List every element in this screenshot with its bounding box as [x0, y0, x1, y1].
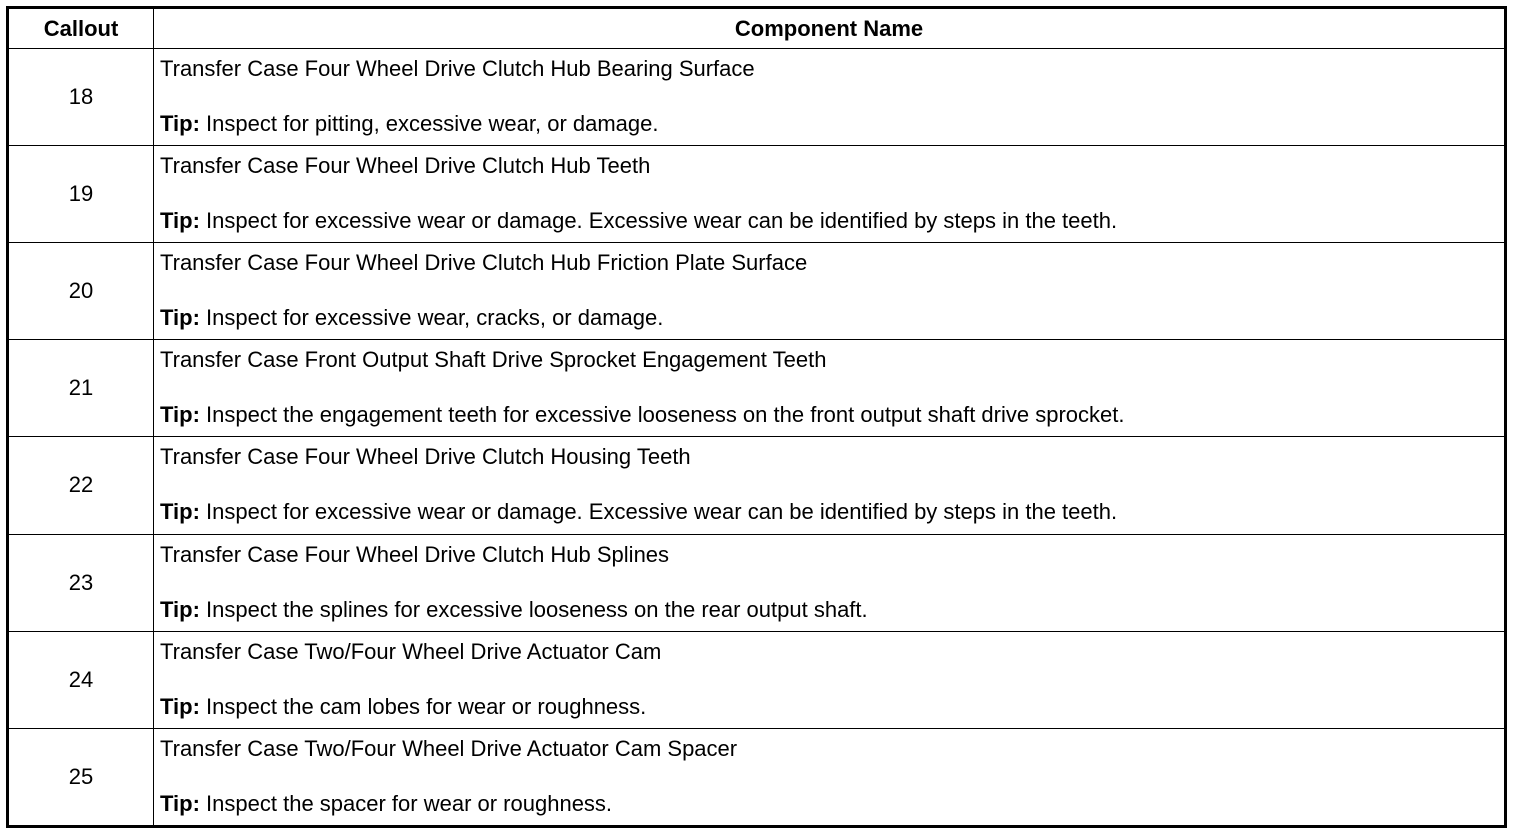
tip-text: Inspect for excessive wear, cracks, or damage.	[206, 305, 664, 331]
header-callout: Callout	[8, 8, 154, 49]
component-name: Transfer Case Four Wheel Drive Clutch Hub Friction Plate Surface	[160, 250, 808, 276]
table-row	[8, 728, 1506, 826]
tip-line	[160, 402, 1498, 428]
tip-text: Inspect for excessive wear or damage. Excessive wear can be identified by steps in the teeth.	[206, 499, 1118, 525]
tip-text: Inspect the engagement teeth for excessive looseness on the front output shaft drive sprocket.	[206, 402, 1125, 428]
component-name: Transfer Case Two/Four Wheel Drive Actuator Cam Spacer	[160, 735, 738, 761]
callout-number: 23	[8, 534, 154, 631]
component-cell	[154, 728, 1506, 826]
tip-label: Tip:	[160, 111, 200, 136]
tip-label: Tip:	[160, 402, 200, 428]
table-row	[8, 437, 1506, 534]
tip-line	[160, 111, 1498, 137]
component-name: Transfer Case Four Wheel Drive Clutch Hub Bearing Surface	[160, 56, 755, 81]
tip-line	[160, 305, 1498, 331]
callout-number: 21	[8, 340, 154, 437]
component-cell	[154, 146, 1506, 243]
component-cell	[154, 243, 1506, 340]
component-cell	[154, 534, 1506, 631]
callout-number: 20	[8, 243, 154, 340]
header-component-name: Component Name	[154, 8, 1506, 49]
tip-label: Tip:	[160, 208, 200, 234]
tip-label: Tip:	[160, 693, 200, 719]
tip-line	[160, 597, 1498, 623]
tip-label: Tip:	[160, 596, 200, 622]
table-row	[8, 49, 1506, 146]
component-cell	[154, 631, 1506, 728]
table-row	[8, 534, 1506, 631]
tip-text: Inspect the splines for excessive looseness on the rear output shaft.	[206, 596, 868, 622]
component-name: Transfer Case Front Output Shaft Drive Sprocket Engagement Teeth	[160, 347, 827, 373]
tip-label: Tip:	[160, 305, 200, 331]
table-row	[8, 146, 1506, 243]
component-name: Transfer Case Four Wheel Drive Clutch Hub Splines	[160, 541, 670, 567]
tip-text: Inspect for pitting, excessive wear, or damage.	[206, 111, 659, 136]
tip-line	[160, 694, 1498, 720]
callout-number: 18	[8, 49, 154, 146]
callout-table	[6, 6, 1507, 828]
tip-line	[160, 208, 1498, 234]
tip-label: Tip:	[160, 790, 200, 816]
table-row	[8, 631, 1506, 728]
table-row	[8, 340, 1506, 437]
tip-label: Tip:	[160, 499, 200, 525]
tip-line	[160, 499, 1498, 525]
component-name: Transfer Case Two/Four Wheel Drive Actuator Cam	[160, 638, 662, 664]
callout-number: 24	[8, 631, 154, 728]
component-name: Transfer Case Four Wheel Drive Clutch Hub Teeth	[160, 153, 651, 179]
component-name: Transfer Case Four Wheel Drive Clutch Housing Teeth	[160, 444, 691, 470]
table-row	[8, 243, 1506, 340]
tip-line	[160, 791, 1498, 817]
callout-number: 25	[8, 728, 154, 826]
component-cell	[154, 340, 1506, 437]
callout-number: 19	[8, 146, 154, 243]
callout-number: 22	[8, 437, 154, 534]
tip-text: Inspect the spacer for wear or roughness.	[206, 790, 613, 816]
tip-text: Inspect the cam lobes for wear or roughness.	[206, 693, 647, 719]
tip-text: Inspect for excessive wear or damage. Excessive wear can be identified by steps in the teeth.	[206, 208, 1118, 234]
component-cell	[154, 437, 1506, 534]
component-cell	[154, 49, 1506, 146]
table-header-row	[8, 8, 1506, 49]
